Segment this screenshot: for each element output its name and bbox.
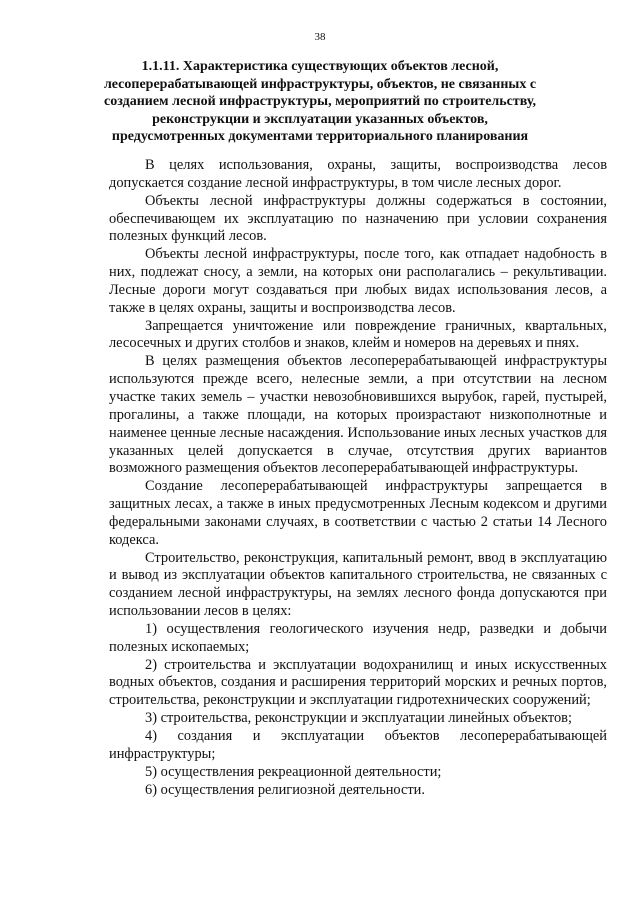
- list-item: 5) осуществления рекреационной деятельности;: [145, 763, 442, 780]
- paragraph: Объекты лесной инфраструктуры, после того, как отпадает надобность в них, подлежат сносу, а земли, на которых они располагались – рекультивации. Лесные дороги могут создаваться при любых видах использования лесов, а также в целях охраны, защиты и воспроизводства лесов.: [109, 246, 607, 316]
- page-number: 38: [314, 31, 326, 43]
- body-text: [109, 157, 607, 799]
- paragraph: Создание лесоперерабатывающей инфраструктуры запрещается в защитных лесах, а также в иных предусмотренных Лесным кодексом и другими федеральными законами случаях, в соответствии с частью 2 статьи 14 Лесного кодекса.: [109, 478, 607, 548]
- list-item: 1) осуществления геологического изучения недр, разведки и добычи полезных ископаемых;: [109, 620, 607, 655]
- paragraph: Строительство, реконструкция, капитальный ремонт, ввод в эксплуатацию и вывод из эксплуатации объектов капитального строительства, не связанных с созданием лесной инфраструктуры, на землях лесного фонда допускаются при использовании лесов в целях:: [109, 549, 607, 620]
- section-heading: 1.1.11. Характеристика существующих объектов лесной, лесоперерабатывающей инфраструктуры, объектов, не связанных с созданием лесной инфраструктуры, мероприятий по строительству, реконструкции и эксплуатации указанных объектов, предусмотренных документами территориального планирования: [103, 59, 537, 145]
- paragraph: В целях использования, охраны, защиты, воспроизводства лесов допускается создание лесной инфраструктуры, в том числе лесных дорог.: [109, 157, 607, 191]
- paragraph: Объекты лесной инфраструктуры должны содержаться в состоянии, обеспечивающем их эксплуатацию по назначению при условии сохранения полезных функций лесов.: [109, 192, 607, 245]
- list-item: 6) осуществления религиозной деятельности.: [145, 781, 425, 798]
- list-item: 3) строительства, реконструкции и эксплуатации линейных объектов;: [145, 710, 572, 727]
- list-item: 4) создания и эксплуатации объектов лесоперерабатывающей инфраструктуры;: [109, 728, 607, 762]
- paragraph: В целях размещения объектов лесоперерабатывающей инфраструктуры используются прежде всего, нелесные земли, а при отсутствии на лесном участке таких земель – участки невозобновившихся вырубок, гарей, пустырей, прогалины, а также площади, на которых произрастают низкополнотные и наименее ценные лесные насаждения. Использование иных лесных участков для указанных целей допускается в случае, отсутствия других вариантов возможного размещения объектов лесоперерабатывающей инфраструктуры.: [109, 353, 607, 477]
- paragraph: Запрещается уничтожение или повреждение граничных, квартальных, лесосечных и других столбов и знаков, клейм и номеров на деревьях и пнях.: [109, 317, 607, 352]
- list-item: 2) строительства и эксплуатации водохранилищ и иных искусственных водных объектов, создания и расширения территорий морских и речных портов, строительства, реконструкции и эксплуатации гидротехнических сооружений;: [109, 656, 607, 709]
